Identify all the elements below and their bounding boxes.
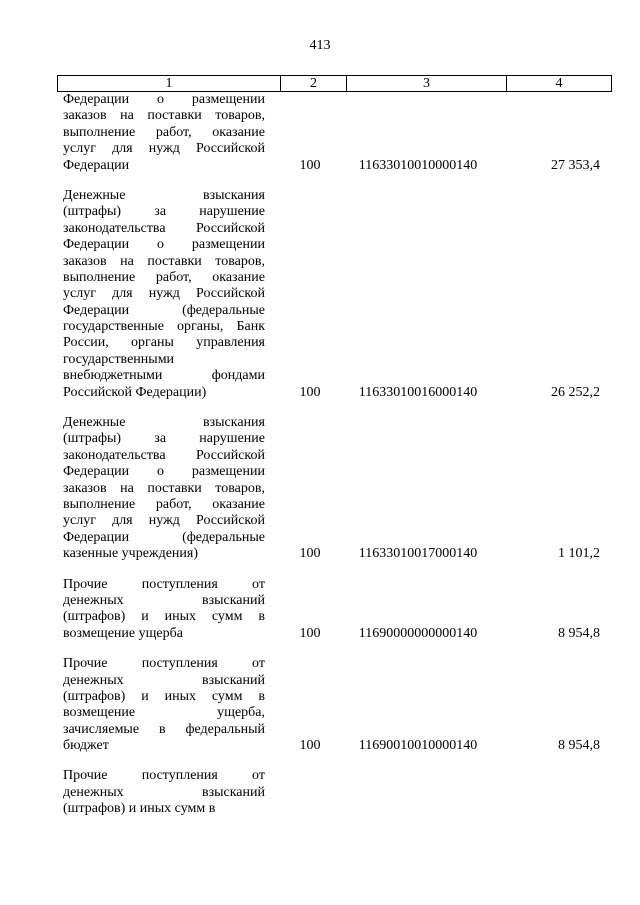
description-line: возмещение ущерба, bbox=[63, 705, 265, 721]
row-description bbox=[63, 92, 265, 174]
row-description bbox=[63, 188, 265, 401]
description-line: Денежные взыскания bbox=[63, 187, 265, 203]
description-line: Федерации (федеральные bbox=[63, 302, 265, 318]
row-amount: 27 353,4 bbox=[551, 157, 600, 173]
row-description bbox=[63, 656, 265, 754]
description-line: заказов на поставки товаров, bbox=[63, 253, 265, 269]
row-spacer bbox=[0, 174, 640, 188]
description-line: Денежные взыскания bbox=[63, 415, 265, 431]
description-line: (штрафов) и иных сумм в bbox=[63, 609, 265, 625]
column-header-row bbox=[58, 76, 612, 92]
column-header-table bbox=[57, 75, 612, 92]
description-line: возмещение ущерба bbox=[63, 625, 183, 641]
row-spacer bbox=[0, 563, 640, 577]
description-line: России, органы управления bbox=[63, 335, 265, 351]
row-amount: 26 252,2 bbox=[551, 384, 600, 400]
description-line: (штрафов) и иных сумм в bbox=[63, 688, 265, 704]
description-line: Федерации bbox=[63, 157, 130, 173]
description-line: заказов на поставки товаров, bbox=[63, 480, 265, 496]
description-line: законодательства Российской bbox=[63, 447, 265, 463]
description-line: Прочие поступления от bbox=[63, 768, 265, 784]
row-admin-code: 100 bbox=[299, 625, 321, 641]
description-line: заказов на поставки товаров, bbox=[63, 108, 265, 124]
row-spacer bbox=[0, 754, 640, 768]
table-row bbox=[0, 188, 640, 401]
row-admin-code: 100 bbox=[299, 738, 321, 754]
description-line: услуг для нужд Российской bbox=[63, 513, 265, 529]
row-admin-code: 100 bbox=[299, 384, 321, 400]
row-classification-code: 11633010017000140 bbox=[358, 546, 478, 562]
table-row bbox=[0, 577, 640, 643]
table-row bbox=[0, 92, 640, 174]
description-line: законодательства Российской bbox=[63, 220, 265, 236]
description-line: государственные органы, Банк bbox=[63, 319, 265, 335]
row-spacer bbox=[0, 401, 640, 415]
description-line: бюджет bbox=[63, 738, 109, 754]
row-classification-code: 11633010010000140 bbox=[358, 157, 478, 173]
description-line: денежных взысканий bbox=[63, 784, 265, 800]
description-line: (штрафов) и иных сумм в bbox=[63, 801, 216, 817]
row-description bbox=[63, 768, 265, 817]
description-line: Федерации о размещении bbox=[63, 92, 265, 107]
description-line: услуг для нужд Российской bbox=[63, 141, 265, 157]
row-classification-code: 11690010010000140 bbox=[358, 738, 478, 754]
column-header-2: 2 bbox=[281, 76, 347, 92]
table-row bbox=[0, 768, 640, 817]
row-classification-code: 11633010016000140 bbox=[358, 384, 478, 400]
description-line: Российской Федерации) bbox=[63, 384, 207, 400]
description-line: Прочие поступления от bbox=[63, 656, 265, 672]
description-line: Федерации о размещении bbox=[63, 237, 265, 253]
description-line: зачисляемые в федеральный bbox=[63, 721, 265, 737]
description-line: услуг для нужд Российской bbox=[63, 286, 265, 302]
description-line: выполнение работ, оказание bbox=[63, 124, 265, 140]
row-admin-code: 100 bbox=[299, 157, 321, 173]
description-line: выполнение работ, оказание bbox=[63, 496, 265, 512]
description-line: денежных взысканий bbox=[63, 592, 265, 608]
row-spacer bbox=[0, 642, 640, 656]
table-row bbox=[0, 415, 640, 563]
description-line: (штрафы) за нарушение bbox=[63, 431, 265, 447]
description-line: государственными bbox=[63, 351, 175, 367]
table-body bbox=[0, 92, 640, 818]
description-line: выполнение работ, оказание bbox=[63, 269, 265, 285]
description-line: Прочие поступления от bbox=[63, 576, 265, 592]
row-description bbox=[63, 577, 265, 643]
description-line: денежных взысканий bbox=[63, 672, 265, 688]
description-line: внебюджетными фондами bbox=[63, 368, 265, 384]
row-classification-code: 11690000000000140 bbox=[358, 625, 478, 641]
row-admin-code: 100 bbox=[299, 546, 321, 562]
description-line: Федерации о размещении bbox=[63, 464, 265, 480]
table-row bbox=[0, 656, 640, 754]
page-number: 413 bbox=[309, 38, 331, 53]
description-line: (штрафы) за нарушение bbox=[63, 204, 265, 220]
description-line: казенные учреждения) bbox=[63, 546, 199, 562]
row-amount: 8 954,8 bbox=[558, 738, 600, 754]
row-description bbox=[63, 415, 265, 563]
column-header-1: 1 bbox=[58, 76, 281, 92]
column-header-4: 4 bbox=[507, 76, 612, 92]
row-amount: 8 954,8 bbox=[558, 625, 600, 641]
description-line: Федерации (федеральные bbox=[63, 529, 265, 545]
row-amount: 1 101,2 bbox=[558, 546, 600, 562]
column-header-3: 3 bbox=[347, 76, 507, 92]
